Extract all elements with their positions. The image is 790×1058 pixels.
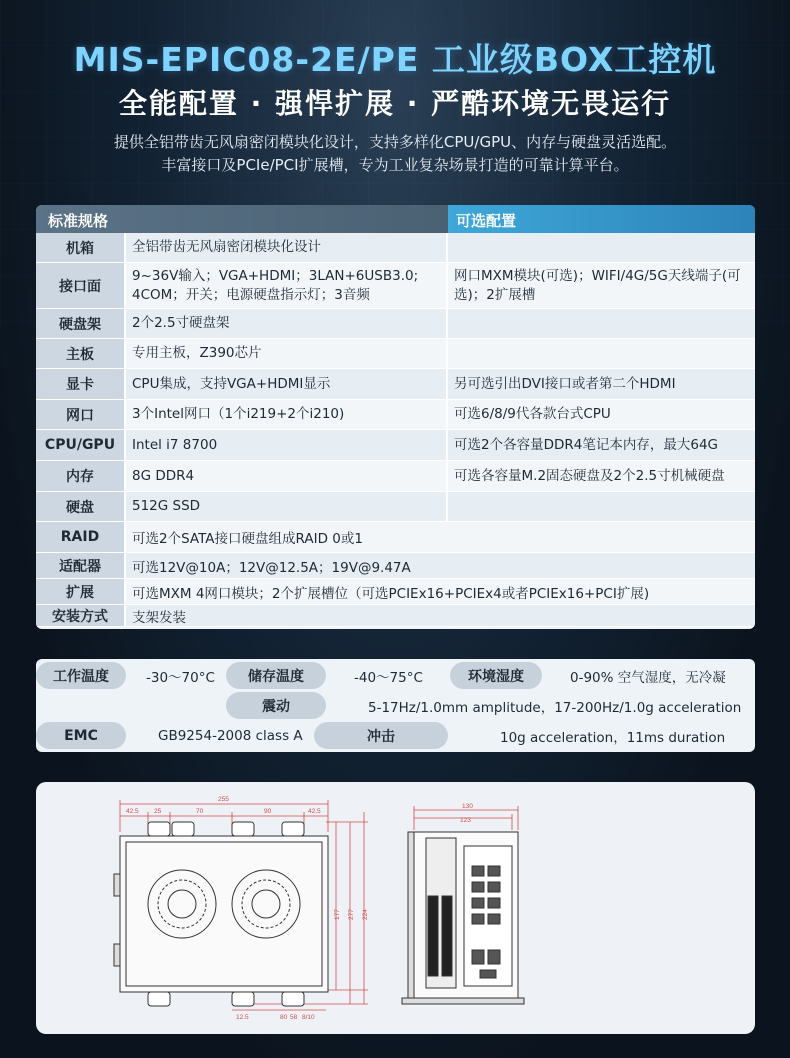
humidity-value: 0-90% 空气湿度，无冷凝	[570, 669, 726, 686]
spec-row	[36, 492, 755, 522]
spec-row-label: CPU/GPU	[36, 430, 126, 460]
dim-bottom-b: 80	[280, 1014, 288, 1021]
spec-row-label: 适配器	[36, 553, 126, 578]
dim-a: 42.5	[126, 808, 139, 815]
spec-row-standard: CPU集成，支持VGA+HDMI显示	[126, 369, 448, 399]
dim-b: 25	[154, 808, 162, 815]
spec-row-standard: Intel i7 8700	[126, 430, 448, 460]
spec-row-text: 支架发装	[126, 605, 755, 626]
spec-row-optional: 可选2个各容量DDR4笔记本内存，最大64G	[448, 430, 755, 460]
page-subtitle: 全能配置 · 强悍扩展 · 严酷环境无畏运行	[118, 87, 672, 120]
spec-row-optional	[448, 339, 755, 368]
work-temp-label: 工作温度	[36, 662, 126, 689]
env-row-2	[36, 691, 755, 720]
front-view	[114, 822, 328, 1006]
dimension-drawing	[36, 782, 755, 1034]
spec-full-row	[36, 579, 755, 605]
spec-table	[36, 205, 755, 629]
emc-label: EMC	[36, 722, 126, 749]
env-row-1	[36, 661, 755, 690]
spec-row-standard: 全铝带齿无风扇密闭模块化设计	[126, 233, 448, 262]
environment-table	[36, 659, 755, 752]
spec-row-label: 机箱	[36, 233, 126, 262]
spec-row	[36, 430, 755, 461]
dim-e: 42.5	[308, 808, 321, 815]
spec-full-row	[36, 553, 755, 579]
spec-row	[36, 263, 755, 309]
spec-row-standard: 专用主板，Z390芯片	[126, 339, 448, 368]
humidity-label: 环境湿度	[450, 662, 542, 689]
spec-row	[36, 461, 755, 492]
vibration-label: 震动	[226, 692, 326, 719]
spec-row-label: 接口面	[36, 263, 126, 308]
spec-row-optional: 可选各容量M.2固态硬盘及2个2.5寸机械硬盘	[448, 461, 755, 491]
store-temp-label: 储存温度	[226, 662, 326, 689]
dim-h1: 177	[334, 909, 341, 920]
dimension-drawing-svg	[36, 782, 755, 1034]
spec-rows	[36, 233, 755, 627]
spec-row-label: 扩展	[36, 579, 126, 604]
spec-table-header	[36, 205, 755, 233]
spec-row-standard: 9~36V输入；VGA+HDMI；3LAN+6USB3.0; 4COM；开关；电源硬盘指示灯；3音频	[126, 263, 448, 308]
spec-full-row	[36, 605, 755, 627]
spec-row-label: 主板	[36, 339, 126, 368]
store-temp-value: -40～75°C	[354, 669, 423, 686]
spec-row-label: RAID	[36, 522, 126, 552]
dim-bottom-a: 12.5	[236, 1014, 249, 1021]
spec-row-text: 可选12V@10A；12V@12.5A；19V@9.47A	[126, 553, 755, 578]
dim-c: 70	[196, 808, 204, 815]
shock-value: 10g acceleration，11ms duration	[500, 729, 726, 746]
side-width-1: 130	[462, 803, 473, 810]
spec-row-optional	[448, 492, 755, 521]
spec-row-standard: 8G DDR4	[126, 461, 448, 491]
spec-row	[36, 309, 755, 339]
spec-row-label: 网口	[36, 400, 126, 429]
spec-row	[36, 233, 755, 263]
description-line-1: 提供全铝带齿无风扇密闭模块化设计，支持多样化CPU/GPU、内存与硬盘灵活选配。	[113, 133, 677, 151]
spec-row-optional: 可选6/8/9代各款台式CPU	[448, 400, 755, 429]
spec-row-text: 可选2个SATA接口硬盘组成RAID 0或1	[126, 522, 755, 552]
dim-bottom-d: 8/10	[302, 1014, 315, 1021]
spec-row-optional	[448, 233, 755, 262]
spec-row	[36, 400, 755, 430]
env-row-3	[36, 721, 755, 750]
spec-row	[36, 369, 755, 400]
dim-d: 90	[264, 808, 272, 815]
spec-full-row	[36, 522, 755, 553]
side-view	[402, 832, 524, 1004]
spec-row-label: 内存	[36, 461, 126, 491]
page-title: MIS-EPIC08-2E/PE 工业级BOX工控机	[73, 40, 717, 79]
spec-row-label: 安装方式	[36, 605, 126, 626]
spec-row	[36, 339, 755, 369]
dim-bottom-c: 58	[290, 1014, 298, 1021]
header-optional: 可选配置	[448, 205, 755, 233]
spec-row-text: 可选MXM 4网口模块；2个扩展槽位（可选PCIEx16+PCIEx4或者PCIEx16+PCI扩展)	[126, 579, 755, 604]
spec-row-label: 显卡	[36, 369, 126, 399]
dim-h3: 224	[362, 909, 369, 920]
description-line-2: 丰富接口及PCIe/PCI扩展槽，专为工业复杂场景打造的可靠计算平台。	[161, 156, 629, 174]
spec-row-label: 硬盘	[36, 492, 126, 521]
spec-row-standard: 2个2.5寸硬盘架	[126, 309, 448, 338]
dim-h2: 277	[348, 909, 355, 920]
dim-total-width: 255	[218, 796, 229, 803]
spec-row-standard: 3个Intel网口（1个i219+2个i210)	[126, 400, 448, 429]
spec-row-optional	[448, 309, 755, 338]
spec-row-standard: 512G SSD	[126, 492, 448, 521]
work-temp-value: -30～70°C	[146, 669, 215, 686]
spec-row-optional: 网口MXM模块(可选)；WIFI/4G/5G天线端子(可选)；2扩展槽	[448, 263, 755, 308]
spec-row-optional: 另可选引出DVI接口或者第二个HDMI	[448, 369, 755, 399]
header-standard: 标准规格	[48, 212, 109, 230]
spec-row-label: 硬盘架	[36, 309, 126, 338]
vibration-value: 5-17Hz/1.0mm amplitude，17-200Hz/1.0g acceleration	[368, 699, 742, 716]
emc-value: GB9254-2008 class A	[158, 727, 303, 744]
shock-label: 冲击	[314, 722, 448, 749]
side-width-2: 123	[460, 817, 471, 824]
